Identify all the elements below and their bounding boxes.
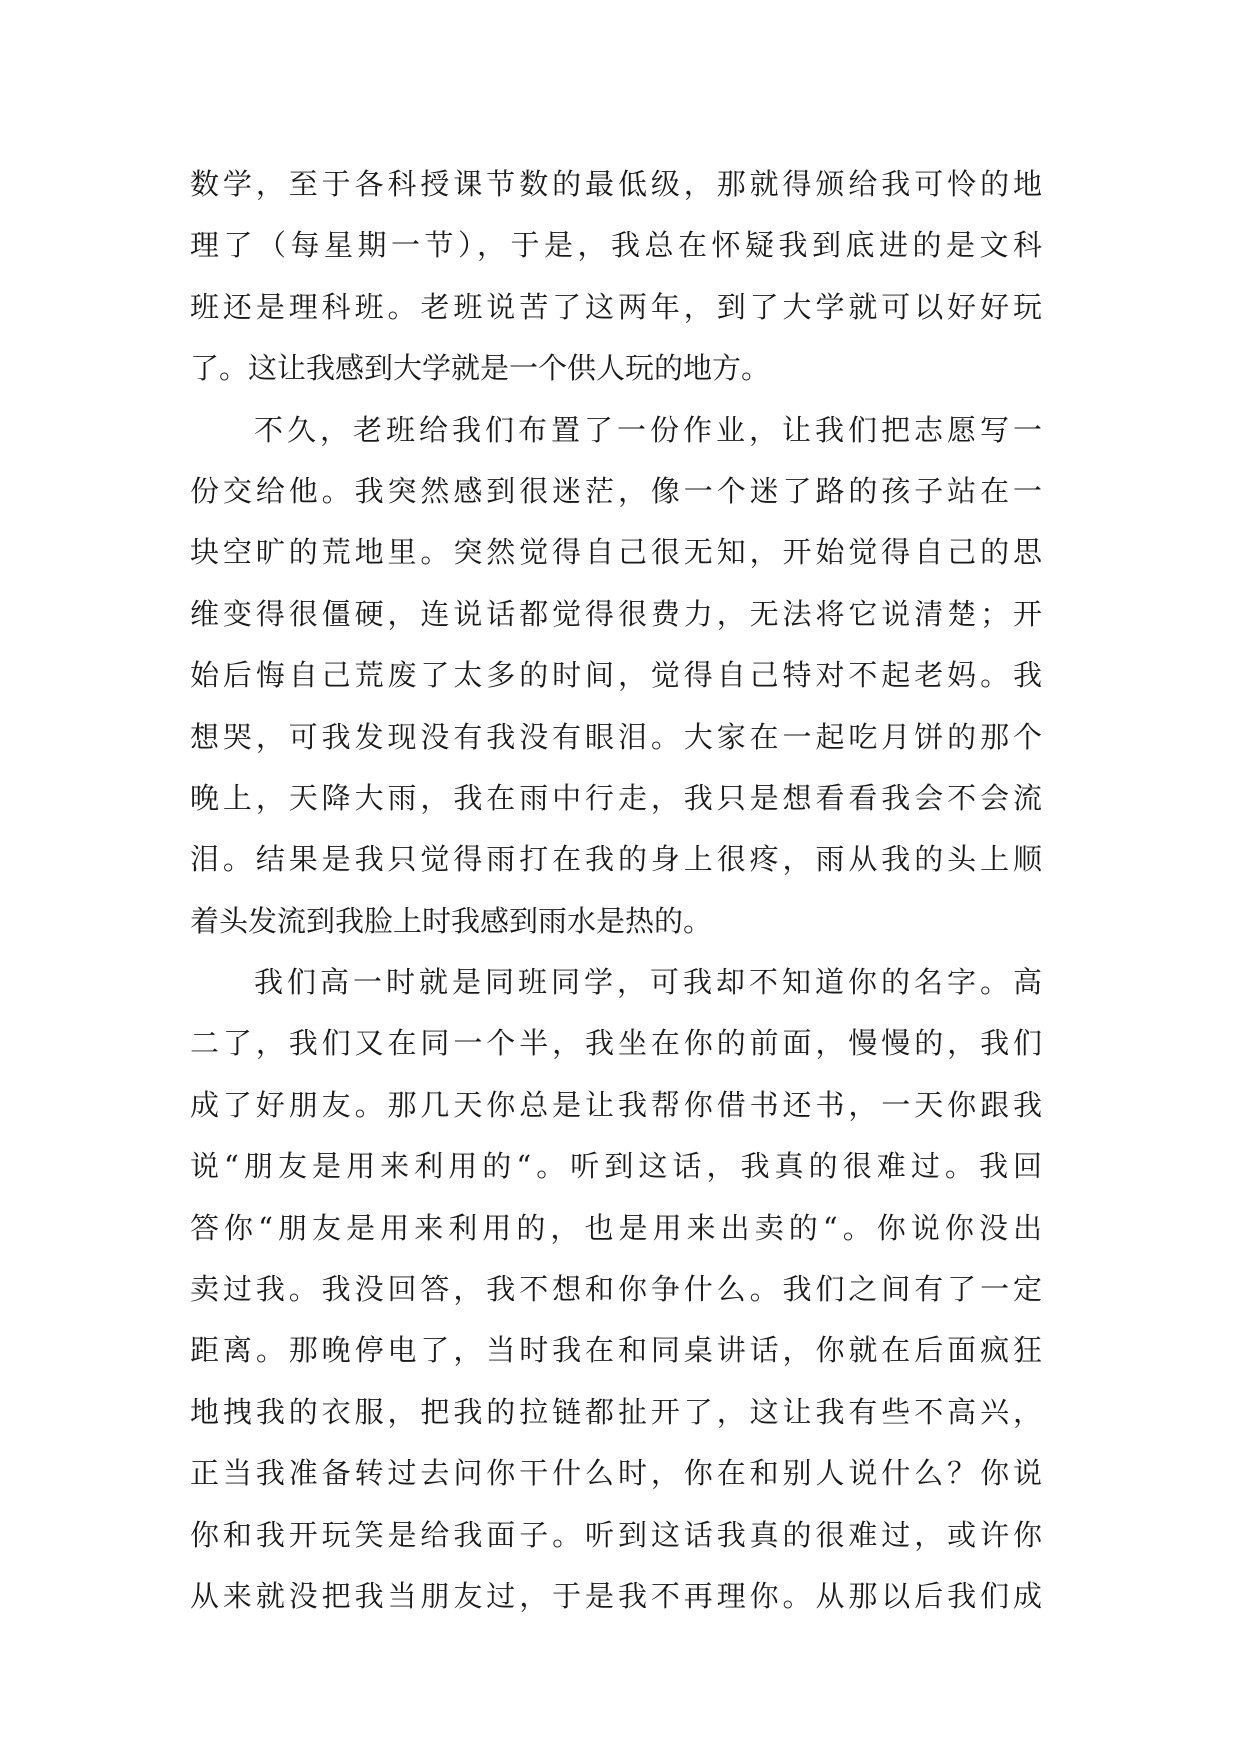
text-line: 成了好朋友。那几天你总是让我帮你借书还书，一天你跟我 [190, 1087, 1042, 1122]
text-line: 从来就没把我当朋友过，于是我不再理你。从那以后我们成 [190, 1578, 1042, 1613]
text-line: 说“朋友是用来利用的“。听到这话，我真的很难过。我回 [190, 1149, 1042, 1184]
text-line: 着头发流到我脸上时我感到雨水是热的。 [190, 903, 713, 938]
paragraph-1 [190, 154, 1042, 400]
text-line: 班还是理科班。老班说苦了这两年，到了大学就可以好好玩 [190, 289, 1042, 324]
text-line: 不久，老班给我们布置了一份作业，让我们把志愿写一 [254, 412, 1042, 447]
text-line: 答你“朋友是用来利用的，也是用来出卖的“。你说你没出 [190, 1210, 1042, 1245]
text-line: 地拽我的衣服，把我的拉链都扯开了，这让我有些不高兴， [190, 1394, 1042, 1429]
text-line: 卖过我。我没回答，我不想和你争什么。我们之间有了一定 [190, 1272, 1042, 1307]
text-line: 维变得很僵硬，连说话都觉得很费力，无法将它说清楚；开 [190, 596, 1042, 631]
text-line: 理了（每星期一节），于是，我总在怀疑我到底进的是文科 [190, 228, 1042, 263]
text-line: 数学，至于各科授课节数的最低级，那就得颁给我可怜的地 [190, 167, 1042, 201]
text-line: 二了，我们又在同一个半，我坐在你的前面，慢慢的，我们 [190, 1026, 1042, 1061]
text-line: 距离。那晚停电了，当时我在和同桌讲话，你就在后面疯狂 [190, 1333, 1042, 1368]
body-text [190, 154, 1042, 1627]
text-line: 份交给他。我突然感到很迷茫，像一个迷了路的孩子站在一 [190, 473, 1042, 508]
text-line: 晚上，天降大雨，我在雨中行走，我只是想看看我会不会流 [190, 780, 1042, 815]
paragraph-2 [190, 400, 1042, 953]
paragraph-3 [190, 952, 1042, 1627]
text-line: 始后悔自己荒废了太多的时间，觉得自己特对不起老妈。我 [190, 658, 1042, 693]
text-line: 块空旷的荒地里。突然觉得自己很无知，开始觉得自己的思 [190, 535, 1042, 570]
text-line: 正当我准备转过去问你干什么时，你在和别人说什么？你说 [190, 1456, 1042, 1491]
text-line: 我们高一时就是同班同学，可我却不知道你的名字。高 [254, 965, 1042, 1000]
text-line: 想哭，可我发现没有我没有眼泪。大家在一起吃月饼的那个 [190, 719, 1042, 754]
text-line: 泪。结果是我只觉得雨打在我的身上很疼，雨从我的头上顺 [190, 842, 1042, 877]
text-line: 你和我开玩笑是给我面子。听到这话我真的很难过，或许你 [190, 1517, 1042, 1552]
text-line: 了。这让我感到大学就是一个供人玩的地方。 [190, 351, 771, 386]
